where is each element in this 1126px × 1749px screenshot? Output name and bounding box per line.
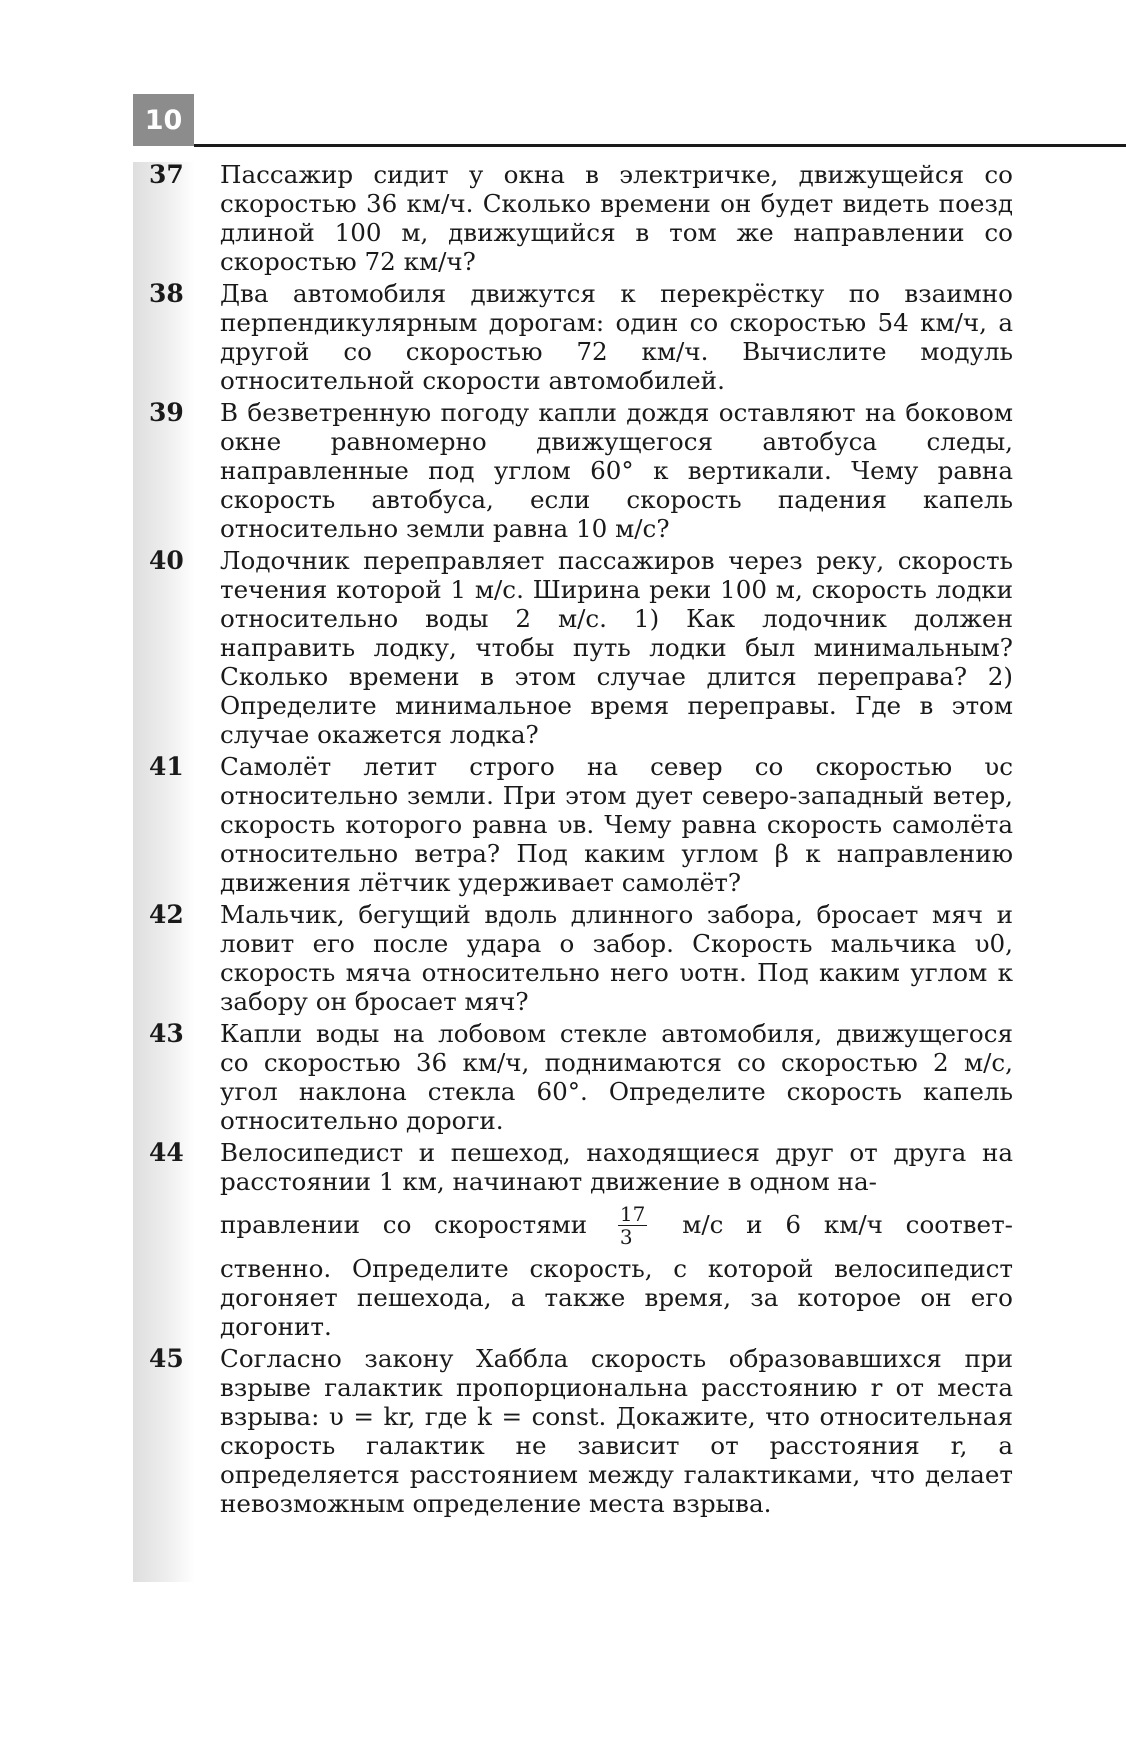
problem-45	[133, 1344, 1013, 1518]
page-number: 10	[133, 94, 194, 146]
problem-number: 40	[149, 546, 184, 575]
problem-number: 45	[149, 1344, 184, 1373]
problem-text: Пассажир сидит у окна в электричке, движущейся со скоростью 36 км/ч. Сколько времени он будет видеть поезд длиной 100 м, движущийся в том же направлении со скоростью 72 км/ч?	[220, 160, 1013, 276]
problem-number: 43	[149, 1019, 184, 1048]
formula-line-start: правлении со скоростями	[220, 1210, 588, 1239]
fraction-denominator: 3	[619, 1225, 633, 1249]
problem-text: Лодочник переправляет пассажиров через реку, скорость течения которой 1 м/с. Ширина реки 100 м, скорость лодки относительно воды 2 м/с. 1) Как лодочник должен направить лодку, чтобы путь лодки был минимальным? Сколько времени в этом случае длится переправа? 2) Определите минимальное время переправы. Где в этом случае окажется лодка?	[220, 546, 1013, 749]
problem-number: 41	[149, 752, 184, 781]
problem-44	[133, 1138, 1013, 1341]
formula-line	[220, 1196, 1013, 1254]
problem-37	[133, 160, 1013, 276]
problem-38	[133, 279, 1013, 395]
problem-40	[133, 546, 1013, 749]
problem-text: В безветренную погоду капли дождя оставляют на боковом окне равномерно движущегося автобуса следы, направленные под углом 60° к вертикали. Чему равна скорость автобуса, если скорость падения капель относительно земли равна 10 м/с?	[220, 398, 1013, 543]
problem-number: 39	[149, 398, 184, 427]
problem-text: Мальчик, бегущий вдоль длинного забора, бросает мяч и ловит его после удара о забор. Скорость мальчика υ0, скорость мяча относительно него υотн. Под каким углом к забору он бросает мяч?	[220, 900, 1013, 1016]
formula-line-end: м/с и 6 км/ч соответ-	[682, 1210, 1013, 1239]
problem-text: Согласно закону Хаббла скорость образовавшихся при взрыве галактик пропорциональна расстоянию r от места взрыва: υ = kr, где k = const. Докажите, что относительная скорость галактик не зависит от расстояния r, а определяется расстоянием между галактиками, что делает невозможным определение места взрыва.	[220, 1344, 1013, 1518]
problem-text-after: ственно. Определите скорость, с которой велосипедист догоняет пешехода, а также время, за которое он его догонит.	[220, 1254, 1013, 1341]
problem-43	[133, 1019, 1013, 1135]
problem-text: Самолёт летит строго на север со скоростью υс относительно земли. При этом дует северо-западный ветер, скорость которого равна υв. Чему равна скорость самолёта относительно ветра? Под каким углом β к направлению движения лётчик удерживает самолёт?	[220, 752, 1013, 897]
fraction-numerator: 17	[619, 1202, 646, 1226]
problem-39	[133, 398, 1013, 543]
problem-number: 38	[149, 279, 184, 308]
problem-text: Капли воды на лобовом стекле автомобиля, движущегося со скоростью 36 км/ч, поднимаются со скоростью 2 м/с, угол наклона стекла 60°. Определите скорость капель относительно дороги.	[220, 1019, 1013, 1135]
fraction	[618, 1203, 647, 1248]
problem-42	[133, 900, 1013, 1016]
header-rule	[194, 144, 1126, 147]
problem-number: 44	[149, 1138, 184, 1167]
problem-list	[133, 160, 1013, 1521]
problem-number: 37	[149, 160, 184, 189]
problem-41	[133, 752, 1013, 897]
problem-text: Два автомобиля движутся к перекрёстку по взаимно перпендикулярным дорогам: один со скоростью 54 км/ч, а другой со скоростью 72 км/ч. Вычислите модуль относительной скорости автомобилей.	[220, 279, 1013, 395]
problem-text-before: Велосипедист и пешеход, находящиеся друг от друга на расстоянии 1 км, начинают движение в одном на-	[220, 1138, 1013, 1196]
problem-number: 42	[149, 900, 184, 929]
